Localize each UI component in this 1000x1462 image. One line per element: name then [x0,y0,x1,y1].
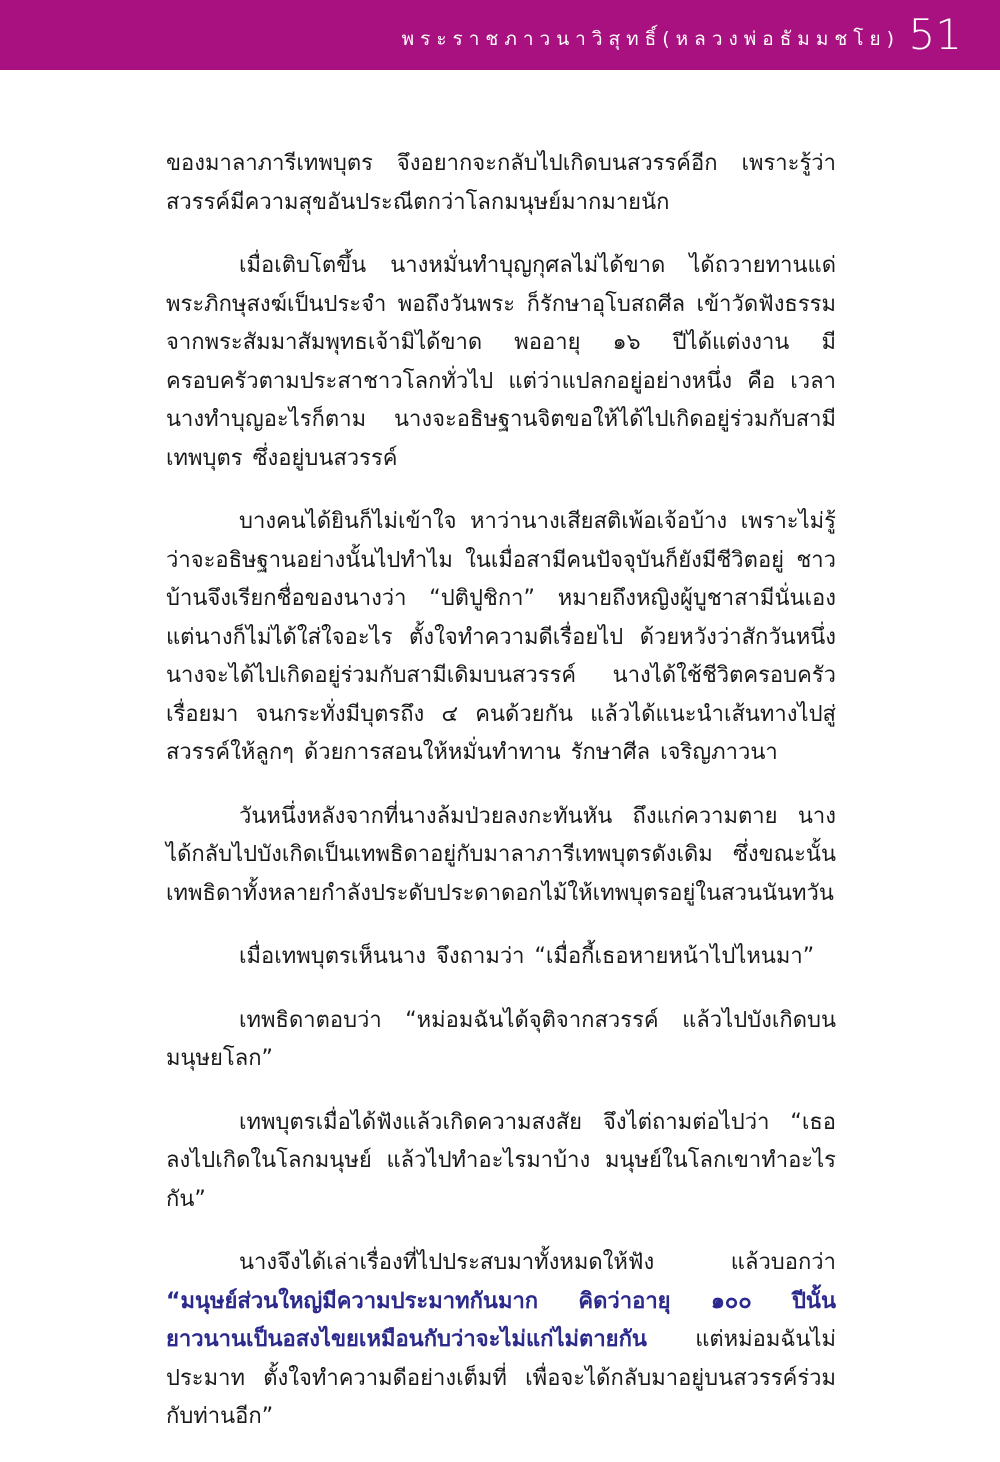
header-title: พระราชภาวนาวิสุทธิ์(หลวงพ่อธัมมชโย) [401,28,900,50]
page-header [0,0,1000,70]
paragraph-8 [166,1244,836,1437]
paragraph-7: เทพบุตรเมื่อได้ฟังแล้วเกิดความสงสัย จึงไต่ถามต่อไปว่า “เธอลงไปเกิดในโลกมนุษย์ แล้วไปทำอะไรมาบ้าง มนุษย์ในโลกเขาทำอะไรกัน” [166,1109,836,1212]
paragraph-8-start: นางจึงได้เล่าเรื่องที่ไปประสบมาทั้งหมดให้ฟัง แล้วบอกว่า [239,1250,836,1275]
paragraph-1: ของมาลาภารีเทพบุตร จึงอยากจะกลับไปเกิดบนสวรรค์อีก เพราะรู้ว่าสวรรค์มีความสุขอันประณีตกว่าโลกมนุษย์มากมายนัก [166,151,836,215]
page-body [166,145,836,1462]
emphasized-quote: “มนุษย์ส่วนใหญ่มีความประมาทกันมาก คิดว่าอายุ ๑๐๐ ปีนั้น ยาวนานเป็นอสงไขยเหมือนกับว่าจะไม่แก่ไม่ตายกัน [166,1288,836,1352]
paragraph-4: วันหนึ่งหลังจากที่นางล้มป่วยลงกะทันหัน ถึงแก่ความตาย นางได้กลับไปบังเกิดเป็นเทพธิดาอยู่กับมาลาภารีเทพบุตรดังเดิม ซึ่งขณะนั้นเทพธิดาทั้งหลายกำลังประดับประดาดอกไม้ให้เทพบุตรอยู่ในสวนนันทวัน [166,803,836,906]
page-number: 51 [908,10,962,59]
paragraph-6: เทพธิดาตอบว่า “หม่อมฉันได้จุติจากสวรรค์ แล้วไปบังเกิดบนมนุษยโลก” [166,1007,836,1071]
paragraph-3: บางคนได้ยินก็ไม่เข้าใจ หาว่านางเสียสติเพ้อเจ้อบ้าง เพราะไม่รู้ว่าจะอธิษฐานอย่างนั้นไปทำไม ในเมื่อสามีคนปัจจุบันก็ยังมีชีวิตอยู่ ชาวบ้านจึงเรียกชื่อของนางว่า “ปติปูชิกา” หมายถึงหญิงผู้บูชาสามีนั่นเอง แต่นางก็ไม่ได้ใส่ใจอะไร ตั้งใจทำความดีเรื่อยไป ด้วยหวังว่าสักวันหนึ่งนางจะได้ไปเกิดอยู่ร่วมกับสามีเดิมบนสวรรค์ นางได้ใช้ชีวิตครอบครัวเรื่อยมา จนกระทั่งมีบุตรถึง ๔ คนด้วยกัน แล้วได้แนะนำเส้นทางไปสู่สวรรค์ให้ลูกๆ ด้วยการสอนให้หมั่นทำทาน รักษาศีล เจริญภาวนา [166,509,836,765]
paragraph-8-end: แต่หม่อมฉันไม่ประมาท ตั้งใจทำความดีอย่างเต็มที่ เพื่อจะได้กลับมาอยู่บนสวรรค์ร่วมกับท่านอีก” [166,1327,836,1429]
paragraph-5: เมื่อเทพบุตรเห็นนาง จึงถามว่า “เมื่อกี้เธอหายหน้าไปไหนมา” [239,944,815,969]
paragraph-2: เมื่อเติบโตขึ้น นางหมั่นทำบุญกุศลไม่ได้ขาด ได้ถวายทานแด่พระภิกษุสงฆ์เป็นประจำ พอถึงวันพระ ก็รักษาอุโบสถศีล เข้าวัดฟังธรรมจากพระสัมมาสัมพุทธเจ้ามิได้ขาด พออายุ ๑๖ ปีได้แต่งงาน มีครอบครัวตามประสาชาวโลกทั่วไป แต่ว่าแปลกอยู่อย่างหนึ่ง คือ เวลานางทำบุญอะไรก็ตาม นางจะอธิษฐานจิตขอให้ได้ไปเกิดอยู่ร่วมกับสามีเทพบุตร ซึ่งอยู่บนสวรรค์ [166,253,836,471]
